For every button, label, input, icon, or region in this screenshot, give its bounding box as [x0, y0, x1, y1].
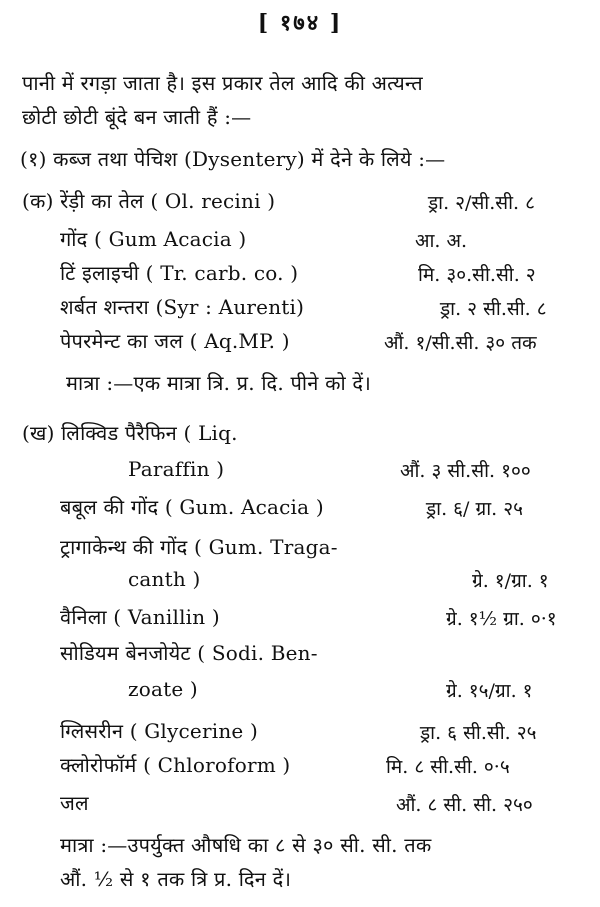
dosage-instruction: मात्रा :—एक मात्रा त्रि. प्र. दि. पीने को दें।: [66, 371, 371, 395]
intro-line-2: छोटी छोटी बूंदे बन जाती हैं :—: [22, 105, 252, 129]
ingredient-name: zoate ): [128, 677, 198, 701]
ingredient-name: सोडियम बेनजोयेट ( Sodi. Ben-: [60, 641, 318, 665]
ingredient-dose: मि. ३०.सी.सी. २: [418, 264, 536, 286]
ingredient-dose: औं. १/सी.सी. ३० तक: [384, 332, 537, 354]
ingredient-dose: ग्रे. १½ ग्रा. ०·१: [446, 608, 557, 630]
dosage-instruction: औं. ½ से १ तक त्रि प्र. दिन दें।: [60, 867, 292, 891]
ingredient-name: Paraffin ): [128, 457, 225, 481]
section-heading: (१) कब्ज तथा पेचिश (Dysentery) में देने के लिये :—: [20, 147, 446, 171]
ingredient-name: जल: [60, 791, 89, 815]
ingredient-name: पेपरमेन्ट का जल ( Aq.MP. ): [60, 329, 290, 353]
ingredient-dose: ड्रा. ६/ ग्रा. २५: [426, 498, 523, 520]
dosage-instruction: मात्रा :—उपर्युक्त औषधि का ८ से ३० सी. सी. तक: [60, 833, 432, 857]
ingredient-name: बबूल की गोंद ( Gum. Acacia ): [60, 495, 324, 519]
ingredient-name: ग्लिसरीन ( Glycerine ): [60, 719, 259, 743]
ingredient-dose: ड्रा. २ सी.सी. ८: [440, 298, 547, 320]
ingredient-dose: औं. ३ सी.सी. १००: [400, 460, 531, 482]
ingredient-name: टिं इलाइची ( Tr. carb. co. ): [60, 261, 299, 285]
ingredient-dose: ड्रा. ६ सी.सी. २५: [420, 722, 537, 744]
ingredient-dose: ग्रे. १५/ग्रा. १: [446, 680, 533, 702]
ingredient-dose: औं. ८ सी. सी. २५०: [396, 794, 533, 816]
ingredient-name: (ख) लिक्विड पैरैफिन ( Liq.: [22, 421, 238, 445]
ingredient-name: वैनिला ( Vanillin ): [60, 605, 220, 629]
ingredient-name: शर्बत शन्तरा (Syr : Aurenti): [60, 295, 305, 319]
ingredient-dose: ड्रा. २/सी.सी. ८: [428, 192, 535, 214]
ingredient-name: क्लोरोफॉर्म ( Chloroform ): [60, 753, 291, 777]
ingredient-name: ट्रागाकेन्थ की गोंद ( Gum. Traga-: [60, 535, 338, 559]
ingredient-dose: ग्रे. १/ग्रा. १: [472, 570, 549, 592]
ingredient-name: गोंद ( Gum Acacia ): [60, 227, 247, 251]
ingredient-dose: आ. अ.: [415, 230, 468, 252]
ingredient-dose: मि. ८ सी.सी. ०·५: [386, 756, 510, 778]
page-number: [ १७४ ]: [257, 10, 343, 36]
ingredient-name: canth ): [128, 567, 201, 591]
intro-line-1: पानी में रगड़ा जाता है। इस प्रकार तेल आदि की अत्यन्त: [22, 71, 423, 95]
ingredient-name: (क) रेंड़ी का तेल ( Ol. recini ): [22, 189, 276, 213]
